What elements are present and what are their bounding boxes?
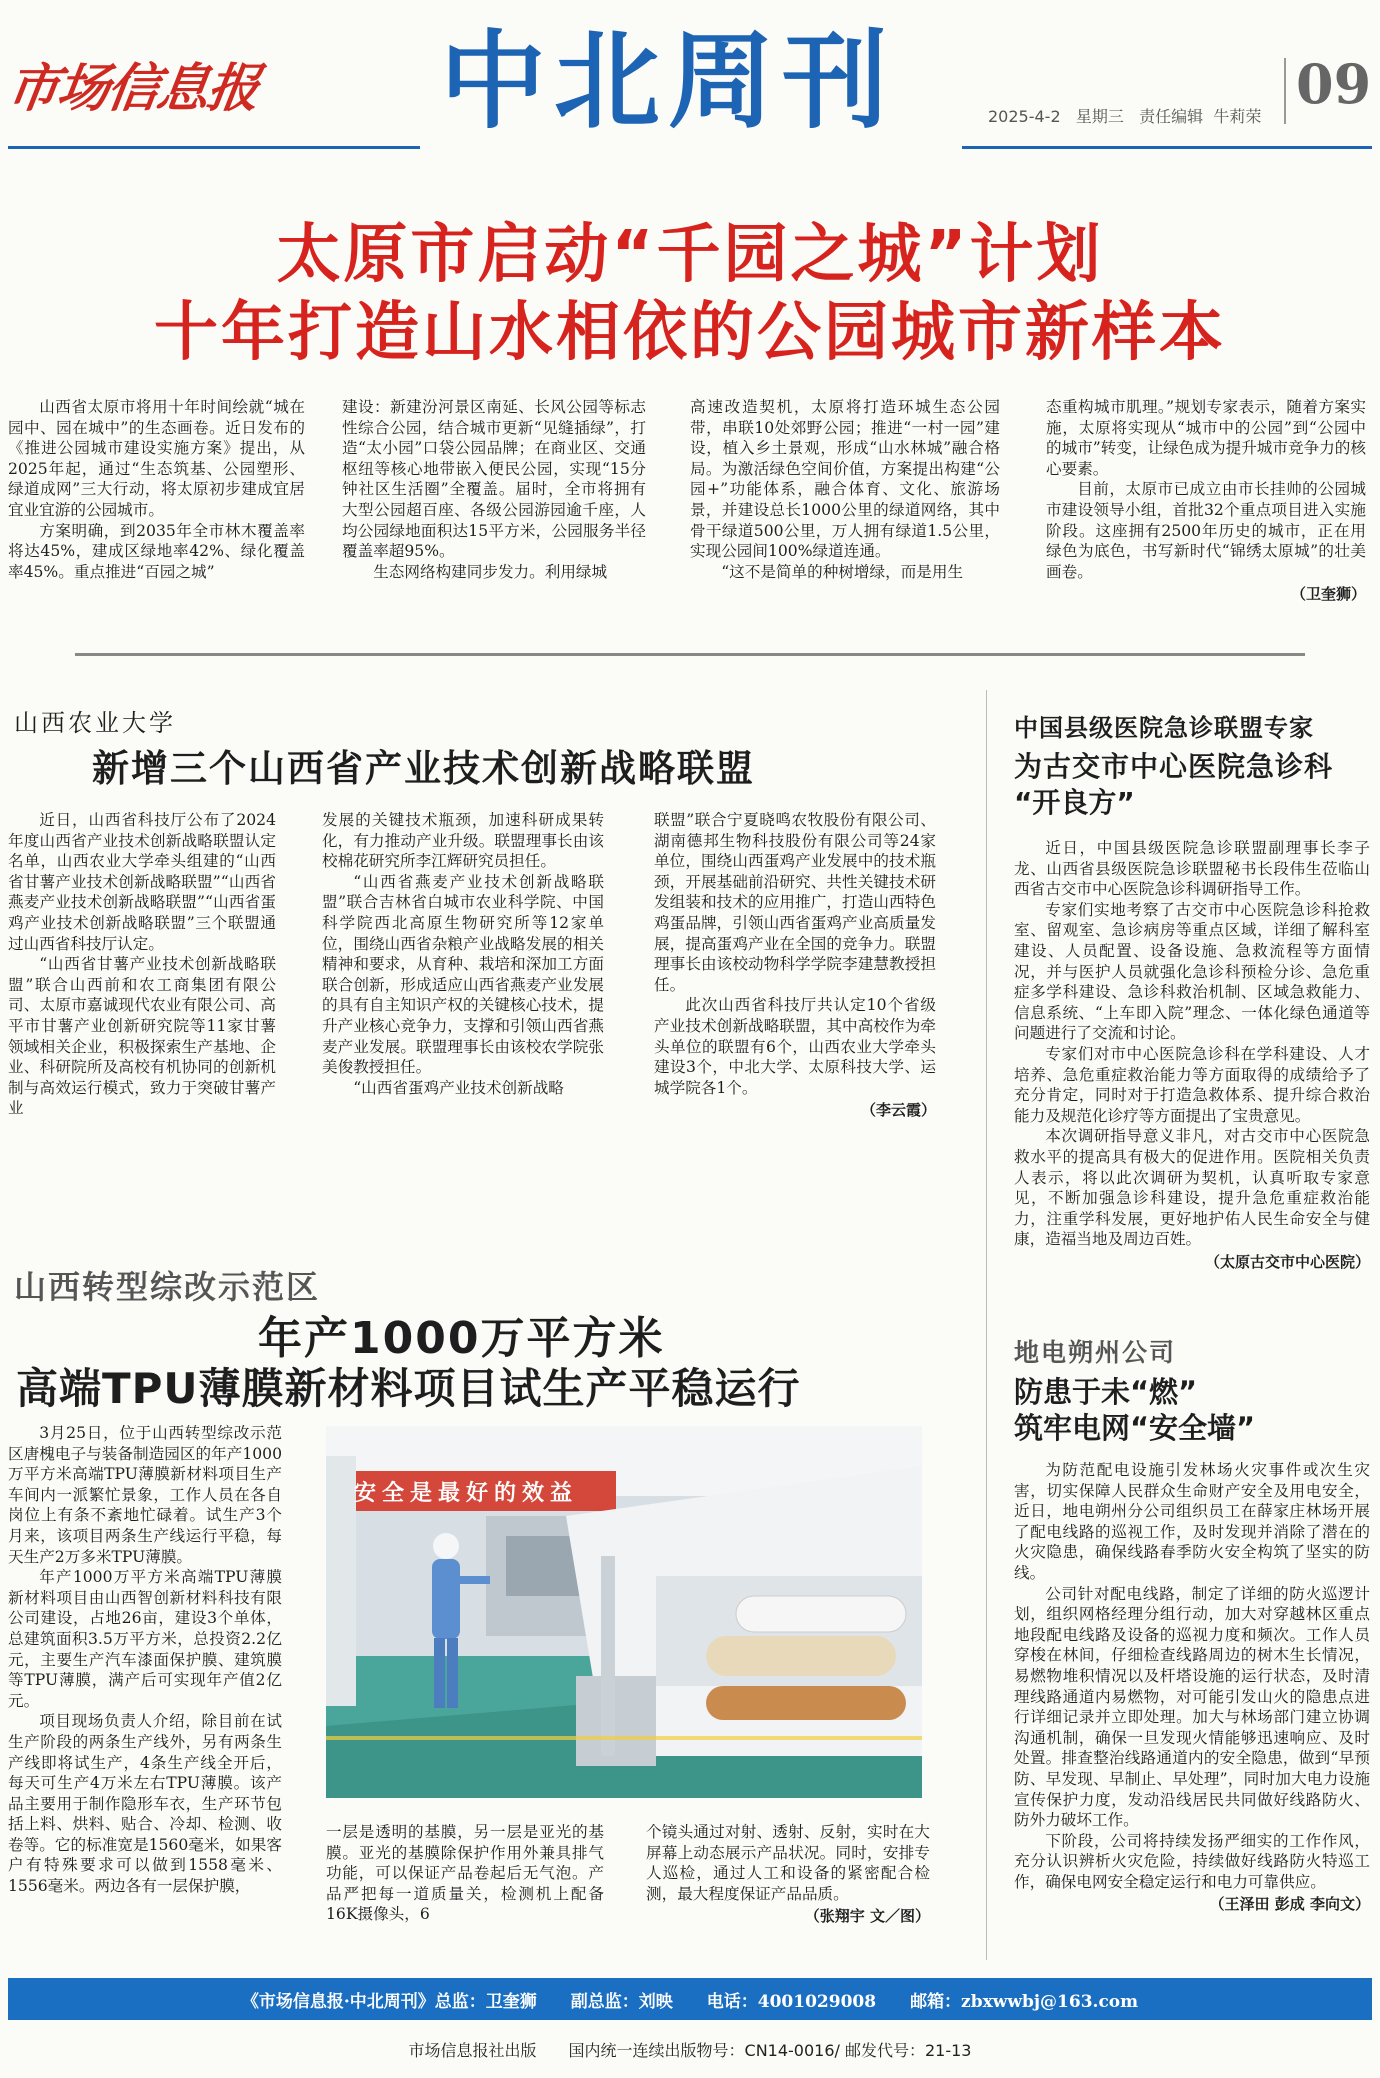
article5-byline: （王泽田 彭成 李向文） (1209, 1895, 1370, 1914)
paragraph: 近日，山西省科技厅公布了2024年度山西省产业技术创新战略联盟认定名单，山西农业大学牵头组建的“山西省甘薯产业技术创新战略联盟”“山西省燕麦产业技术创新战略联盟”“山西省蛋鸡产业技术创新战略联盟”三个联盟通过山西省科技厅认定。 (8, 811, 276, 953)
section-divider (75, 653, 1305, 656)
article3-headline-2: “开良方” (1014, 786, 1135, 819)
paragraph: 专家们实地考察了古交市中心医院急诊科抢救室、留观室、急诊病房等重点区域，详细了解科室建设、人员配置、设备设施、急救流程等方面情况，并与医护人员就强化急诊科预检分诊、急危重症多学科建设、急诊科救治机制、区域急救能力、信息系统、“上车即入院”理念、一体化绿色通道等问题进行了交流和讨论。 (1014, 900, 1370, 1043)
edition-title: 中北周刊 (440, 20, 896, 143)
footer-banner (8, 1978, 1372, 2020)
article4-column-2 (326, 1822, 604, 1925)
paragraph: 生态网络构建同步发力。利用绿城 (373, 562, 608, 581)
paragraph: 发展的关键技术瓶颈，加速科研成果转化，有力推动产业升级。联盟理事长由该校棉花研究所李江辉研究员担任。 (322, 811, 604, 871)
lead-headline-2: 十年打造山水相依的公园城市新样本 (154, 296, 1226, 370)
page-number: 09 (1296, 52, 1372, 116)
footer-publisher: 市场信息报社出版 国内统一连续出版物号：CN14-0016/ 邮发代号：21-13 (408, 2041, 972, 2060)
page-number-divider (1284, 58, 1286, 124)
paragraph: 此次山西省科技厅共认定10个省级产业技术创新战略联盟，其中高校作为牵头单位的联盟有6个，山西农业大学牵头建设3个，中北大学、太原科技大学、运城学院各1个。 (654, 996, 936, 1097)
paragraph: 项目现场负责人介绍，除目前在试生产阶段的两条生产线外，另有两条生产线即将试生产，4条生产线全开后，每天可生产4万米左右TPU薄膜。该产品主要用于制作隐形车衣，生产环节包括上料、烘料、贴合、冷却、检测、收卷等。它的标准宽是1560毫米，如果客户有特殊要求可以做到1558毫米、1556毫米。两边各有一层保护膜， (8, 1712, 282, 1896)
column-divider (986, 690, 987, 1960)
editor-name: 牛莉荣 (1213, 107, 1262, 126)
footer-banner-text: 《市场信息报·中北周刊》总监：卫奎狮 副总监：刘映 电话：4001029008 邮箱：zbxwwbj@163.com (241, 1991, 1139, 2012)
paragraph: 一层是透明的基膜，另一层是亚光的基膜。亚光的基膜除保护作用外兼具排气功能，可以保证产品卷起后无气泡。产品严把每一道质量关，检测机上配备16K摄像头，6 (326, 1823, 604, 1924)
article4-kicker: 山西转型综改示范区 (14, 1268, 321, 1306)
paragraph: 专家们对市中心医院急诊科在学科建设、人才培养、急危重症救治能力等方面取得的成绩给予了充分肯定，同时对于打造急救体系、提升综合救治能力及规范化诊疗等方面提出了宝贵意见。 (1014, 1044, 1370, 1125)
article2-column-2 (322, 810, 604, 1098)
lead-column-4 (1046, 397, 1366, 605)
paragraph: “山西省燕麦产业技术创新战略联盟”联合吉林省白城市农业科学院、中国科学院西北高原生物研究所等12家单位，围绕山西省杂粮产业战略发展的相关精神和要求，从育种、栽培和深加工方面联合创新，形成适应山西省燕麦产业发展的具有自主知识产权的关键核心技术，提升产业核心竞争力，支撑和引领山西省燕麦产业发展。联盟理事长由该校农学院张美俊教授担任。 (322, 872, 604, 1077)
lead-headline-1: 太原市启动“千园之城”计划 (276, 218, 1104, 292)
paragraph: 联盟”联合宁夏晓鸣农牧股份有限公司、湖南德邦生物科技股份有限公司等24家单位，围绕山西蛋鸡产业发展中的技术瓶颈，开展基础前沿研究、共性关键技术研发组装和技术的应用推广，打造山西特色鸡蛋品牌，引领山西省蛋鸡产业高质量发展，提高蛋鸡产业在全国的竞争力。联盟理事长由该校动物科学学院李建慧教授担任。 (654, 811, 936, 994)
article4-headline-2: 高端TPU薄膜新材料项目试生产平稳运行 (16, 1364, 801, 1413)
article5-kicker: 地电朔州公司 (1014, 1338, 1177, 1367)
paragraph: 态重构城市肌理。”规划专家表示，随着方案实施，太原将实现从“城市中的公园”到“公园中的城市”转变，让绿色成为提升城市竞争力的核心要素。 (1046, 398, 1366, 478)
paragraph: 方案明确，到2035年全市林木覆盖率将达45%，建成区绿地率42%、绿化覆盖率45%。重点推进“百园之城” (8, 521, 305, 581)
article3-kicker: 中国县级医院急诊联盟专家 (1014, 713, 1314, 742)
masthead-rule-left (8, 146, 420, 149)
lead-column-3 (690, 397, 1000, 582)
lead-column-1 (8, 397, 305, 582)
article5-body (1014, 1460, 1370, 1915)
issue-weekday: 星期三 (1075, 107, 1124, 126)
article3-headline-1: 为古交市中心医院急诊科 (1014, 750, 1334, 783)
paragraph: “这不是简单的种树增绿，而是用生 (721, 562, 964, 581)
newspaper-name-logo: 市场信息报 (3, 58, 262, 119)
paragraph: 个镜头通过对射、透射、反射，实时在大屏幕上动态展示产品状况。同时，安排专人巡检，通过人工和设备的紧密配合检测，最大程度保证产品品质。 (646, 1823, 930, 1903)
editor-label: 责任编辑 (1139, 107, 1204, 126)
paragraph: 高速改造契机，太原将打造环城生态公园带，串联10处郊野公园；推进“一村一园”建设，植入乡土景观，形成“山水林城”融合格局。为激活绿色空间价值，方案提出构建“公园+”功能体系，融合体育、文化、旅游场景，并建设总长1000公里的绿道网络，其中骨干绿道500公里，万人拥有绿道1.5公里，实现公园间100%绿道连通。 (690, 398, 1000, 561)
lead-column-2 (342, 397, 646, 582)
masthead-rule-right (962, 146, 1372, 149)
masthead (0, 0, 1380, 160)
paragraph: 近日，中国县级医院急诊联盟副理事长李子龙、山西省县级医院急诊联盟秘书长段伟生莅临山西省古交市中心医院急诊科调研指导工作。 (1014, 839, 1370, 899)
article2-headline: 新增三个山西省产业技术创新战略联盟 (92, 746, 755, 790)
paragraph: 本次调研指导意义非凡，对古交市中心医院急救水平的提高具有极大的促进作用。医院相关负责人表示，将以此次调研为契机，认真听取专家意见，不断加强急诊科建设，提升急危重症救治能力，注重学科发展，更好地护佑人民生命安全与健康，造福当地及周边百姓。 (1014, 1127, 1370, 1249)
article4-byline: （张翔宇 文／图） (804, 1907, 930, 1926)
issue-meta (988, 104, 1261, 127)
lead-byline: （卫奎狮） (1290, 585, 1366, 604)
factory-photo (326, 1426, 922, 1798)
article4-column-1 (8, 1423, 282, 1897)
issue-date: 2025-4-2 (988, 107, 1061, 126)
article5-headline-2: 筑牢电网“安全墙” (1014, 1411, 1256, 1445)
paragraph: 为防范配电设施引发林场火灾事件或次生灾害，切实保障人民群众生命财产安全及用电安全，近日，地电朔州分公司组织员工在薛家庄林场开展了配电线路的巡视工作，及时发现并消除了潜在的火灾隐患，确保线路春季防火安全构筑了坚实的防线。 (1014, 1461, 1370, 1582)
paragraph: 山西省太原市将用十年时间绘就“城在园中、园在城中”的生态画卷。近日发布的《推进公园城市建设实施方案》提出，从2025年起，通过“生态筑基、公园塑形、绿道成网”三大行动，将太原初步建成宜居宜业宜游的公园城市。 (8, 398, 305, 519)
paragraph: 建设：新建汾河景区南延、长风公园等标志性综合公园，结合城市更新“见缝插绿”，打造“太小园”口袋公园品牌；在商业区、交通枢纽等核心地带嵌入便民公园，实现“15分钟社区生活圈”全覆盖。届时，全市将拥有大型公园超百座、各级公园游园逾千座，人均公园绿地面积达15平方米，公园服务半径覆盖率超95%。 (342, 398, 646, 561)
article4-headline-1: 年产1000万平方米 (258, 1313, 665, 1364)
paragraph: 下阶段，公司将持续发扬严细实的工作作风，充分认识辨析火灾危险，持续做好线路防火特巡工作，确保电网安全稳定运行和电力可靠供应。 (1014, 1831, 1370, 1891)
paragraph: “山西省甘薯产业技术创新战略联盟”联合山西前和农工商集团有限公司、太原市嘉诚现代农业有限公司、高平市甘薯产业创新研究院等11家甘薯领域相关企业，积极探索生产基地、企业、科研院所及高校有机协同的创新机制与高效运行模式，致力于突破甘薯产业 (8, 955, 276, 1118)
article2-column-3 (654, 810, 936, 1121)
article2-byline: （李云霞） (860, 1101, 936, 1120)
article5-headline-1: 防患于未“燃” (1014, 1375, 1198, 1409)
paragraph: 目前，太原市已成立由市长挂帅的公园城市建设领导小组，首批32个重点项目进入实施阶段。这座拥有2500年历史的城市，正在用绿色为底色，书写新时代“锦绣太原城”的壮美画卷。 (1046, 480, 1366, 581)
article4-column-3 (646, 1822, 930, 1927)
paragraph: “山西省蛋鸡产业技术创新战略 (353, 1078, 564, 1097)
article3-byline: （太原古交市中心医院） (1204, 1252, 1370, 1271)
article3-body (1014, 838, 1370, 1272)
paragraph: 3月25日，位于山西转型综改示范区唐槐电子与装备制造园区的年产1000万平方米高端TPU薄膜新材料项目生产车间内一派繁忙景象，工作人员在各自岗位上有条不紊地忙碌着。试生产3个月来，该项目两条生产线运行平稳，每天生产2万多米TPU薄膜。 (8, 1424, 282, 1566)
article2-column-1 (8, 810, 276, 1119)
article2-kicker: 山西农业大学 (14, 709, 176, 737)
paragraph: 公司针对配电线路，制定了详细的防火巡逻计划，组织网格经理分组行动，加大对穿越林区重点地段配电线路及设备的巡视力度和频次。工作人员穿梭在林间，仔细检查线路周边的树木生长情况，易燃物堆积情况以及杆塔设施的运行状态，及时清理线路通道内易燃物，对可能引发山火的隐患点进行详细记录并立即处理。加大与林场部门建立协调沟通机制，确保一旦发现火情能够迅速响应、及时处置。排查整治线路通道内的安全隐患，做到“早预防、早发现、早制止、早处理”，同时加大电力设施宣传保护力度，发动沿线居民共同做好线路防火、防外力破坏工作。 (1014, 1584, 1370, 1830)
paragraph: 年产1000万平方米高端TPU薄膜新材料项目由山西智创新材料科技有限公司建设，占地26亩，建设3个单体，总建筑面积3.5万平方米，总投资2.2亿元，主要生产汽车漆面保护膜、建筑膜等TPU薄膜，满产后可实现年产值2亿元。 (8, 1568, 282, 1710)
wall-slogan: 安全是最好的效益 (354, 1481, 579, 1506)
